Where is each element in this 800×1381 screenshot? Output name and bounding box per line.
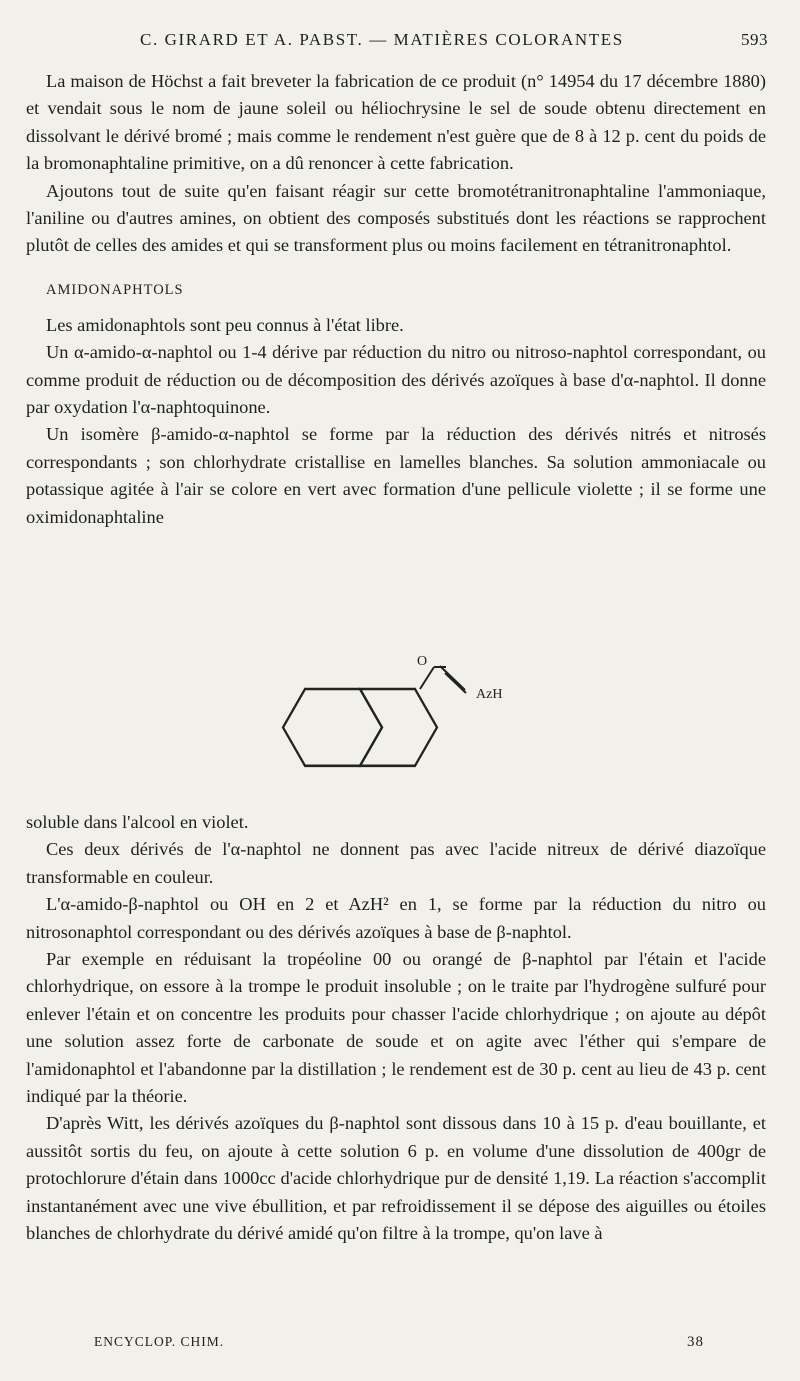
- paragraph: soluble dans l'alcool en violet.: [26, 812, 249, 832]
- paragraph: Un α-amido-α-naphtol ou 1-4 dérive par réduction du nitro ou nitroso-naphtol correspondant, ou comme produit de réduction ou de décomposition des dérivés azoïques à base d'α-naphtol. Il donne par oxydation l'α-naphtoquinone.: [26, 342, 766, 418]
- paragraph: Ajoutons tout de suite qu'en faisant réagir sur cette bromotétranitronaphtaline l'ammoniaque, l'aniline ou d'autres amines, on obtient des composés substitués dont les réactions se rapprochent plutôt de celles des amides et qui se transforment plus ou moins facilement en tétranitronaphtol.: [26, 180, 766, 256]
- text-block-bottom: [26, 809, 766, 1248]
- oxygen-label: O: [417, 654, 428, 669]
- page-footer: [94, 1334, 704, 1350]
- paragraph: Les amidonaphtols sont peu connus à l'état libre.: [46, 314, 404, 335]
- footer-left: ENCYCLOP. CHIM.: [94, 1334, 225, 1349]
- running-header: [40, 30, 768, 56]
- paragraph: L'α-amido-β-naphtol ou OH en 2 et AzH² en 1, se forme par la réduction du nitro ou nitrosonaphtol correspondant ou des dérivés azoïques à base de β-naphtol.: [26, 894, 766, 942]
- paragraph: Par exemple en réduisant la tropéoline 00 ou orangé de β-naphtol par l'étain et l'acide chlorhydrique, on essore à la trompe le produit insoluble ; on le traite par l'hydrogène sulfuré pour enlever l'étain et on concentre les produits pour chasser l'acide chlorhydrique ; on ajoute au dépôt une solution assez forte de carbonate de soude et on agite avec l'éther qui s'empare de l'amidonaphtol et l'abandonne par la distillation ; le rendement est de 30 p. cent au lieu de 43 p. cent indiqué par la théorie.: [26, 949, 766, 1107]
- oximidonaphtaline-structure: [270, 652, 530, 802]
- page-number: 593: [741, 30, 768, 49]
- running-title: C. GIRARD ET A. PABST. — MATIÈRES COLORANTES: [140, 30, 624, 49]
- text-block-top: [26, 68, 766, 531]
- paragraph: La maison de Höchst a fait breveter la fabrication de ce produit (n° 14954 du 17 décembre 1880) et vendait sous le nom de jaune soleil ou héliochrysine le sel de soude obtenu directement en dissolvant le dérivé bromé ; mais comme le rendement n'est guère que de 8 à 12 p. cent du poids de la bromonaphtaline primitive, on a dû renoncer à cette fabrication.: [26, 71, 766, 174]
- signature-number: 38: [687, 1334, 704, 1350]
- section-heading: AMIDONAPHTOLS: [46, 281, 184, 298]
- paragraph: Un isomère β-amido-α-naphtol se forme par la réduction des dérivés nitrés et nitrosés correspondants ; son chlorhydrate cristallise en lamelles blanches. Sa solution ammoniacale ou potassique agitée à l'air se colore en vert avec formation d'une pellicule violette ; il se forme une oximidonaphtaline: [26, 424, 766, 527]
- paragraph: Ces deux dérivés de l'α-naphtol ne donnent pas avec l'acide nitreux de dérivé diazoïque transformable en couleur.: [26, 839, 766, 887]
- paragraph: D'après Witt, les dérivés azoïques du β-naphtol sont dissous dans 10 à 15 p. d'eau bouillante, et aussitôt sortis du feu, on ajoute à cette solution 6 p. en volume d'une dissolution de 400gr de protochlorure d'étain dans 1000cc d'acide chlorhydrique pur de densité 1,19. La réaction s'accomplit instantanément avec une vive ébullition, et par refroidissement il se dépose des aiguilles ou étoiles blanches de chlorhydrate du dérivé amidé qu'on filtre à la trompe, qu'on lave à: [26, 1113, 766, 1244]
- azh-label: AzH: [476, 687, 503, 702]
